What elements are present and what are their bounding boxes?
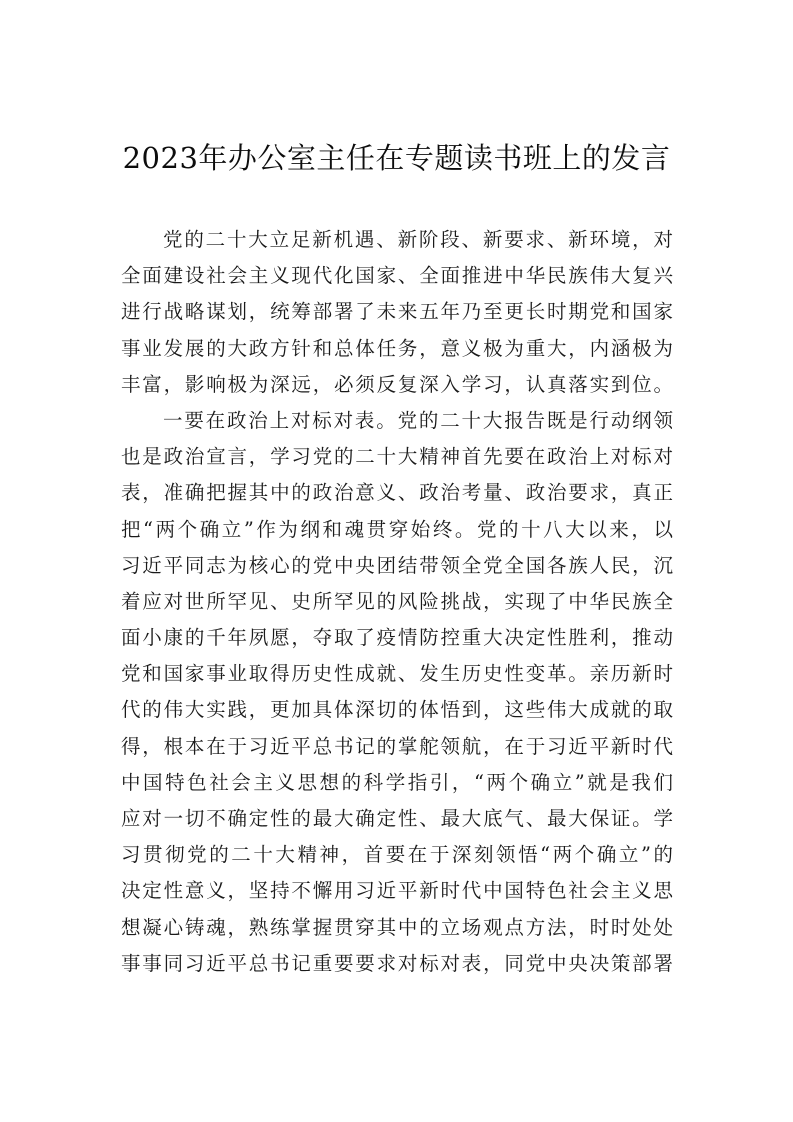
paragraph-intro	[121, 222, 673, 403]
text-line: 得，根本在于习近平总书记的掌舵领航，在于习近平新时代	[121, 734, 673, 758]
text-line: 表，准确把握其中的政治意义、政治考量、政治要求，真正	[121, 481, 673, 505]
document-body	[121, 222, 673, 982]
text-line: 中国特色社会主义思想的科学指引，“两个确立”就是我们	[121, 770, 673, 794]
text-line: 面小康的千年夙愿，夺取了疫情防控重大决定性胜利，推动	[121, 626, 673, 650]
text-line: 代的伟大实践，更加具体深切的体悟到，这些伟大成就的取	[121, 698, 673, 722]
text-line: 决定性意义，坚持不懈用习近平新时代中国特色社会主义思	[121, 879, 673, 903]
text-line: 进行战略谋划，统筹部署了未来五年乃至更长时期党和国家	[121, 300, 673, 324]
text-line: 丰富，影响极为深远，必须反复深入学习，认真落实到位。	[121, 372, 673, 396]
text-line: 着应对世所罕见、史所罕见的风险挑战，实现了中华民族全	[121, 589, 673, 613]
text-line: 全面建设社会主义现代化国家、全面推进中华民族伟大复兴	[121, 264, 673, 288]
text-line: 党的二十大立足新机遇、新阶段、新要求、新环境，对	[163, 228, 673, 251]
text-line: 一要在政治上对标对表。党的二十大报告既是行动纲领	[163, 408, 673, 432]
text-line: 事事同习近平总书记重要要求对标对表，同党中央决策部署	[121, 951, 673, 975]
text-line: 党和国家事业取得历史性成就、发生历史性变革。亲历新时	[121, 662, 673, 686]
text-line: 把“两个确立”作为纲和魂贯穿始终。党的十八大以来，以	[121, 517, 673, 541]
text-line: 应对一切不确定性的最大确定性、最大底气、最大保证。学	[121, 807, 673, 830]
text-line: 想凝心铸魂，熟练掌握贯穿其中的立场观点方法，时时处处	[121, 915, 673, 939]
text-line: 也是政治宣言，学习党的二十大精神首先要在政治上对标对	[121, 445, 673, 469]
paragraph-political-alignment	[121, 403, 673, 982]
text-line: 事业发展的大政方针和总体任务，意义极为重大，内涵极为	[121, 336, 673, 360]
document-title: 2023年办公室主任在专题读书班上的发言	[122, 141, 671, 175]
text-line: 习贯彻党的二十大精神，首要在于深刻领悟“两个确立”的	[121, 843, 673, 867]
text-line: 习近平同志为核心的党中央团结带领全党全国各族人民，沉	[121, 553, 673, 577]
